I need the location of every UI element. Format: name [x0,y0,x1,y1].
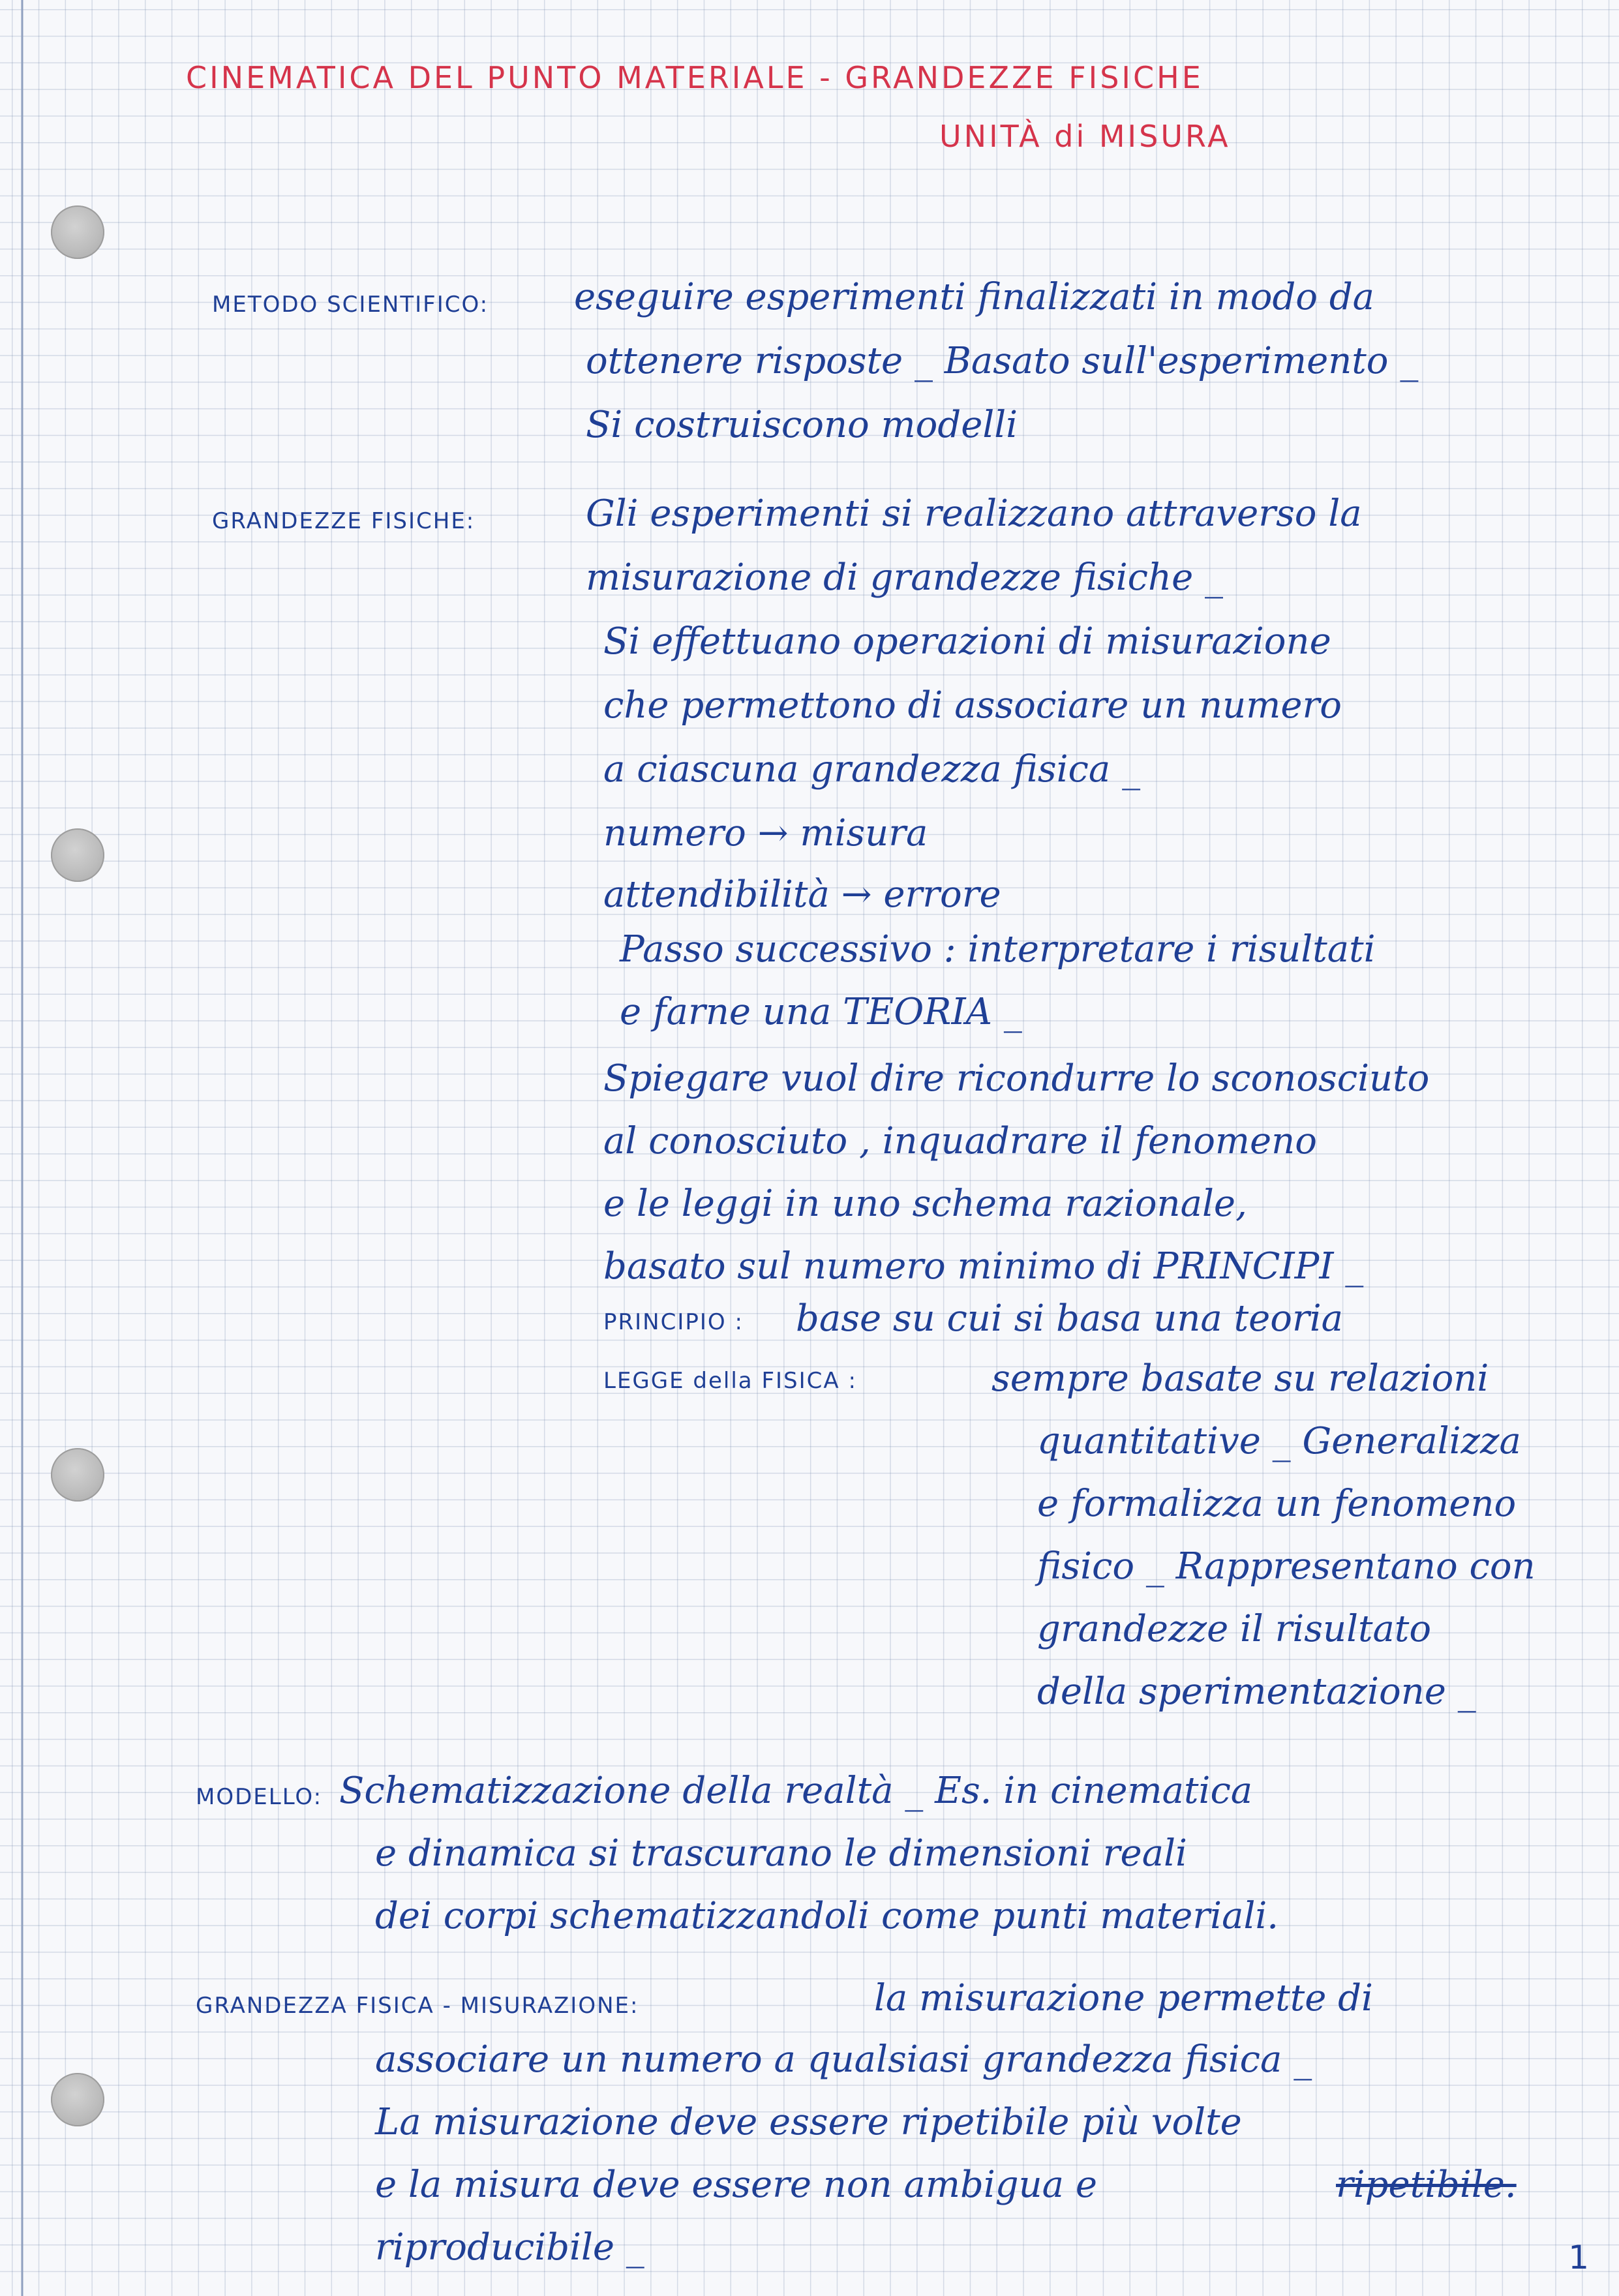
misurazione-line-2: associare un numero a qualsiasi grandezza fisica _ [375,2038,1312,2081]
page-number: 1 [1568,2239,1589,2276]
legge-line: della sperimentazione _ [1037,1670,1476,1713]
grandezze-line: basato sul numero minimo di PRINCIPI _ [603,1245,1364,1288]
modello-line-2: e dinamica si trascurano le dimensioni reali [375,1832,1187,1875]
grandezze-line: e farne una TEORIA _ [620,991,1022,1033]
binder-hole [51,2073,104,2126]
metodo-line-2: ottenere risposte _ Basato sull'esperimento _ [586,340,1419,382]
binder-hole [51,828,104,882]
section-label-grandezze: GRANDEZZE FISICHE: [212,508,476,534]
misurazione-line-5: riproducibile _ [375,2226,644,2269]
principio-text: base su cui si basa una teoria [796,1297,1344,1340]
grandezze-line: Passo successivo : interpretare i risultati [620,928,1376,971]
page-subtitle: UNITÀ di MISURA [939,119,1231,154]
misurazione-line-3: La misurazione deve essere ripetibile più volte [375,2101,1242,2143]
grandezze-line: a ciascuna grandezza fisica _ [603,748,1141,791]
metodo-line-1: eseguire esperimenti finalizzati in modo da [574,276,1375,318]
misurazione-line-1: la misurazione permette di [874,1977,1373,2019]
section-label-metodo: METODO SCIENTIFICO: [212,292,489,318]
grandezze-line: misurazione di grandezze fisiche _ [586,556,1224,599]
grandezze-line: Si effettuano operazioni di misurazione [603,620,1331,663]
grandezze-line: e le leggi in uno schema razionale, [603,1183,1247,1225]
legge-line: grandezze il risultato [1037,1608,1432,1650]
struck-word: ripetibile. [1336,2164,1517,2206]
modello-line-1: Schematizzazione della realtà _ Es. in cinematica [339,1770,1253,1812]
legge-line: sempre basate su relazioni [991,1357,1489,1400]
modello-line-3: dei corpi schematizzandoli come punti materiali. [375,1895,1279,1937]
grandezze-line: che permettono di associare un numero [603,684,1342,727]
grandezze-line: attendibilità → errore [603,873,1001,916]
page-title: CINEMATICA DEL PUNTO MATERIALE - GRANDEZZE FISICHE [186,60,1203,95]
legge-label: LEGGE della FISICA : [603,1368,857,1394]
grandezze-line: numero → misura [603,812,928,854]
grandezze-line: Spiegare vuol dire ricondurre lo sconosciuto [603,1057,1430,1100]
grandezze-line: Gli esperimenti si realizzano attraverso la [586,492,1362,535]
metodo-line-3: Si costruiscono modelli [586,404,1018,446]
principio-label: PRINCIPIO : [603,1309,744,1335]
legge-line: e formalizza un fenomeno [1037,1483,1517,1525]
binder-hole [51,1448,104,1502]
section-label-modello: MODELLO: [196,1784,323,1810]
legge-line: quantitative _ Generalizza [1037,1420,1521,1462]
grandezze-line: al conosciuto , inquadrare il fenomeno [603,1120,1317,1162]
section-label-misurazione: GRANDEZZA FISICA - MISURAZIONE: [196,1993,639,2019]
legge-line: fisico _ Rappresentano con [1037,1545,1536,1588]
binder-hole [51,205,104,259]
misurazione-line-4: e la misura deve essere non ambigua e [375,2164,1097,2206]
